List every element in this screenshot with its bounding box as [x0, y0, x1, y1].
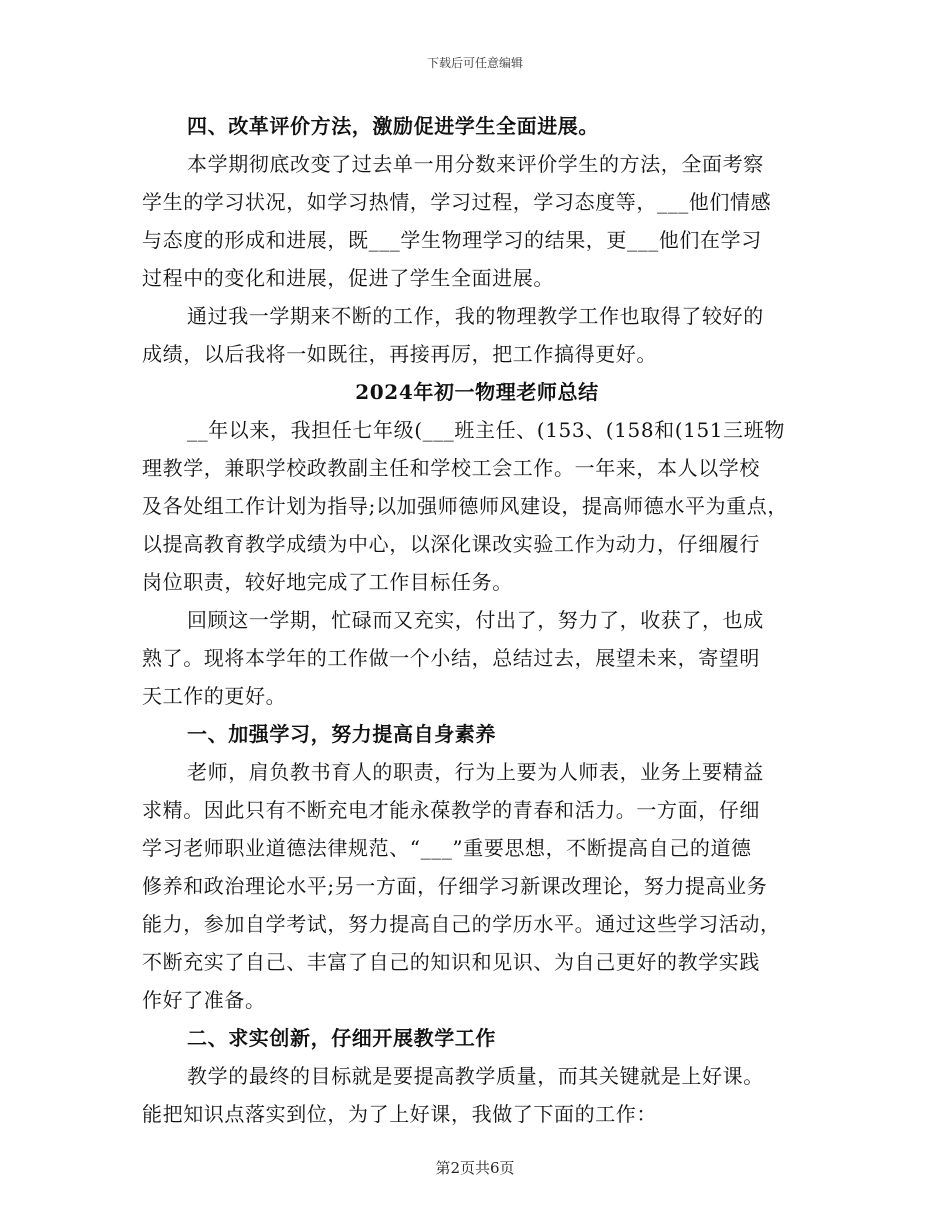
text-line: 以提高教育教学成绩为中心，以深化课改实验工作为动力，仔细履行 [142, 532, 760, 556]
page-footer: 第2页共6页 [435, 1159, 515, 1177]
text-line: 天工作的更好。 [142, 684, 287, 708]
text-line: 老师，肩负教书育人的职责，行为上要为人师表，业务上要精益 [187, 760, 764, 784]
text-line: 及各处组工作计划为指导;以加强师德师风建设，提高师德水平为重点， [142, 494, 788, 518]
text-line: 回顾这一学期，忙碌而又充实，付出了，努力了，收获了，也成 [187, 608, 764, 632]
text-line: 不断充实了自己、丰富了自己的知识和见识、为自己更好的教学实践 [142, 950, 760, 974]
text-line: 修养和政治理论水平;另一方面，仔细学习新课改理论，努力提高业务 [142, 874, 768, 898]
text-line: 作好了准备。 [142, 988, 266, 1012]
text-line: 本学期彻底改变了过去单一用分数来评价学生的方法，全面考察 [187, 152, 764, 176]
text-line: 岗位职责，较好地完成了工作目标任务。 [142, 570, 513, 594]
text-line: 理教学，兼职学校政教副主任和学校工会工作。一年来，本人以学校 [142, 456, 760, 480]
text-line: 学生的学习状况，如学习热情，学习过程，学习态度等，___他们情感 [142, 190, 772, 214]
section-heading: 一、加强学习，努力提高自身素养 [187, 722, 496, 746]
text-line: 熟了。现将本学年的工作做一个小结，总结过去，展望未来，寄望明 [142, 646, 760, 670]
text-line: 能力，参加自学考试，努力提高自己的学历水平。通过这些学习活动， [142, 912, 781, 936]
document-title: 2024年初一物理老师总结 [355, 380, 599, 404]
text-line: 成绩，以后我将一如既往，再接再厉，把工作搞得更好。 [142, 342, 657, 366]
text-line: 通过我一学期来不断的工作，我的物理教学工作也取得了较好的 [187, 304, 764, 328]
page-header: 下载后可任意编辑 [426, 56, 523, 70]
text-line: 过程中的变化和进展，促进了学生全面进展。 [142, 266, 554, 290]
document-body [142, 107, 812, 1133]
text-line: 能把知识点落实到位，为了上好课，我做了下面的工作： [142, 1102, 657, 1126]
text-line: 教学的最终的目标就是要提高教学质量，而其关键就是上好课。 [187, 1064, 764, 1088]
section-heading: 四、改革评价方法，激励促进学生全面进展。 [187, 114, 599, 138]
text-line: 与态度的形成和进展，既___学生物理学习的结果，更___他们在学习 [142, 228, 762, 252]
text-line: __年以来，我担任七年级(___班主任、(153、(158和(151三班物 [187, 418, 785, 442]
text-line: 学习老师职业道德法律规范、“___”重要思想，不断提高自己的道德 [142, 836, 752, 860]
text-line: 求精。因此只有不断充电才能永葆教学的青春和活力。一方面，仔细 [142, 798, 760, 822]
section-heading: 二、求实创新，仔细开展教学工作 [187, 1026, 496, 1050]
